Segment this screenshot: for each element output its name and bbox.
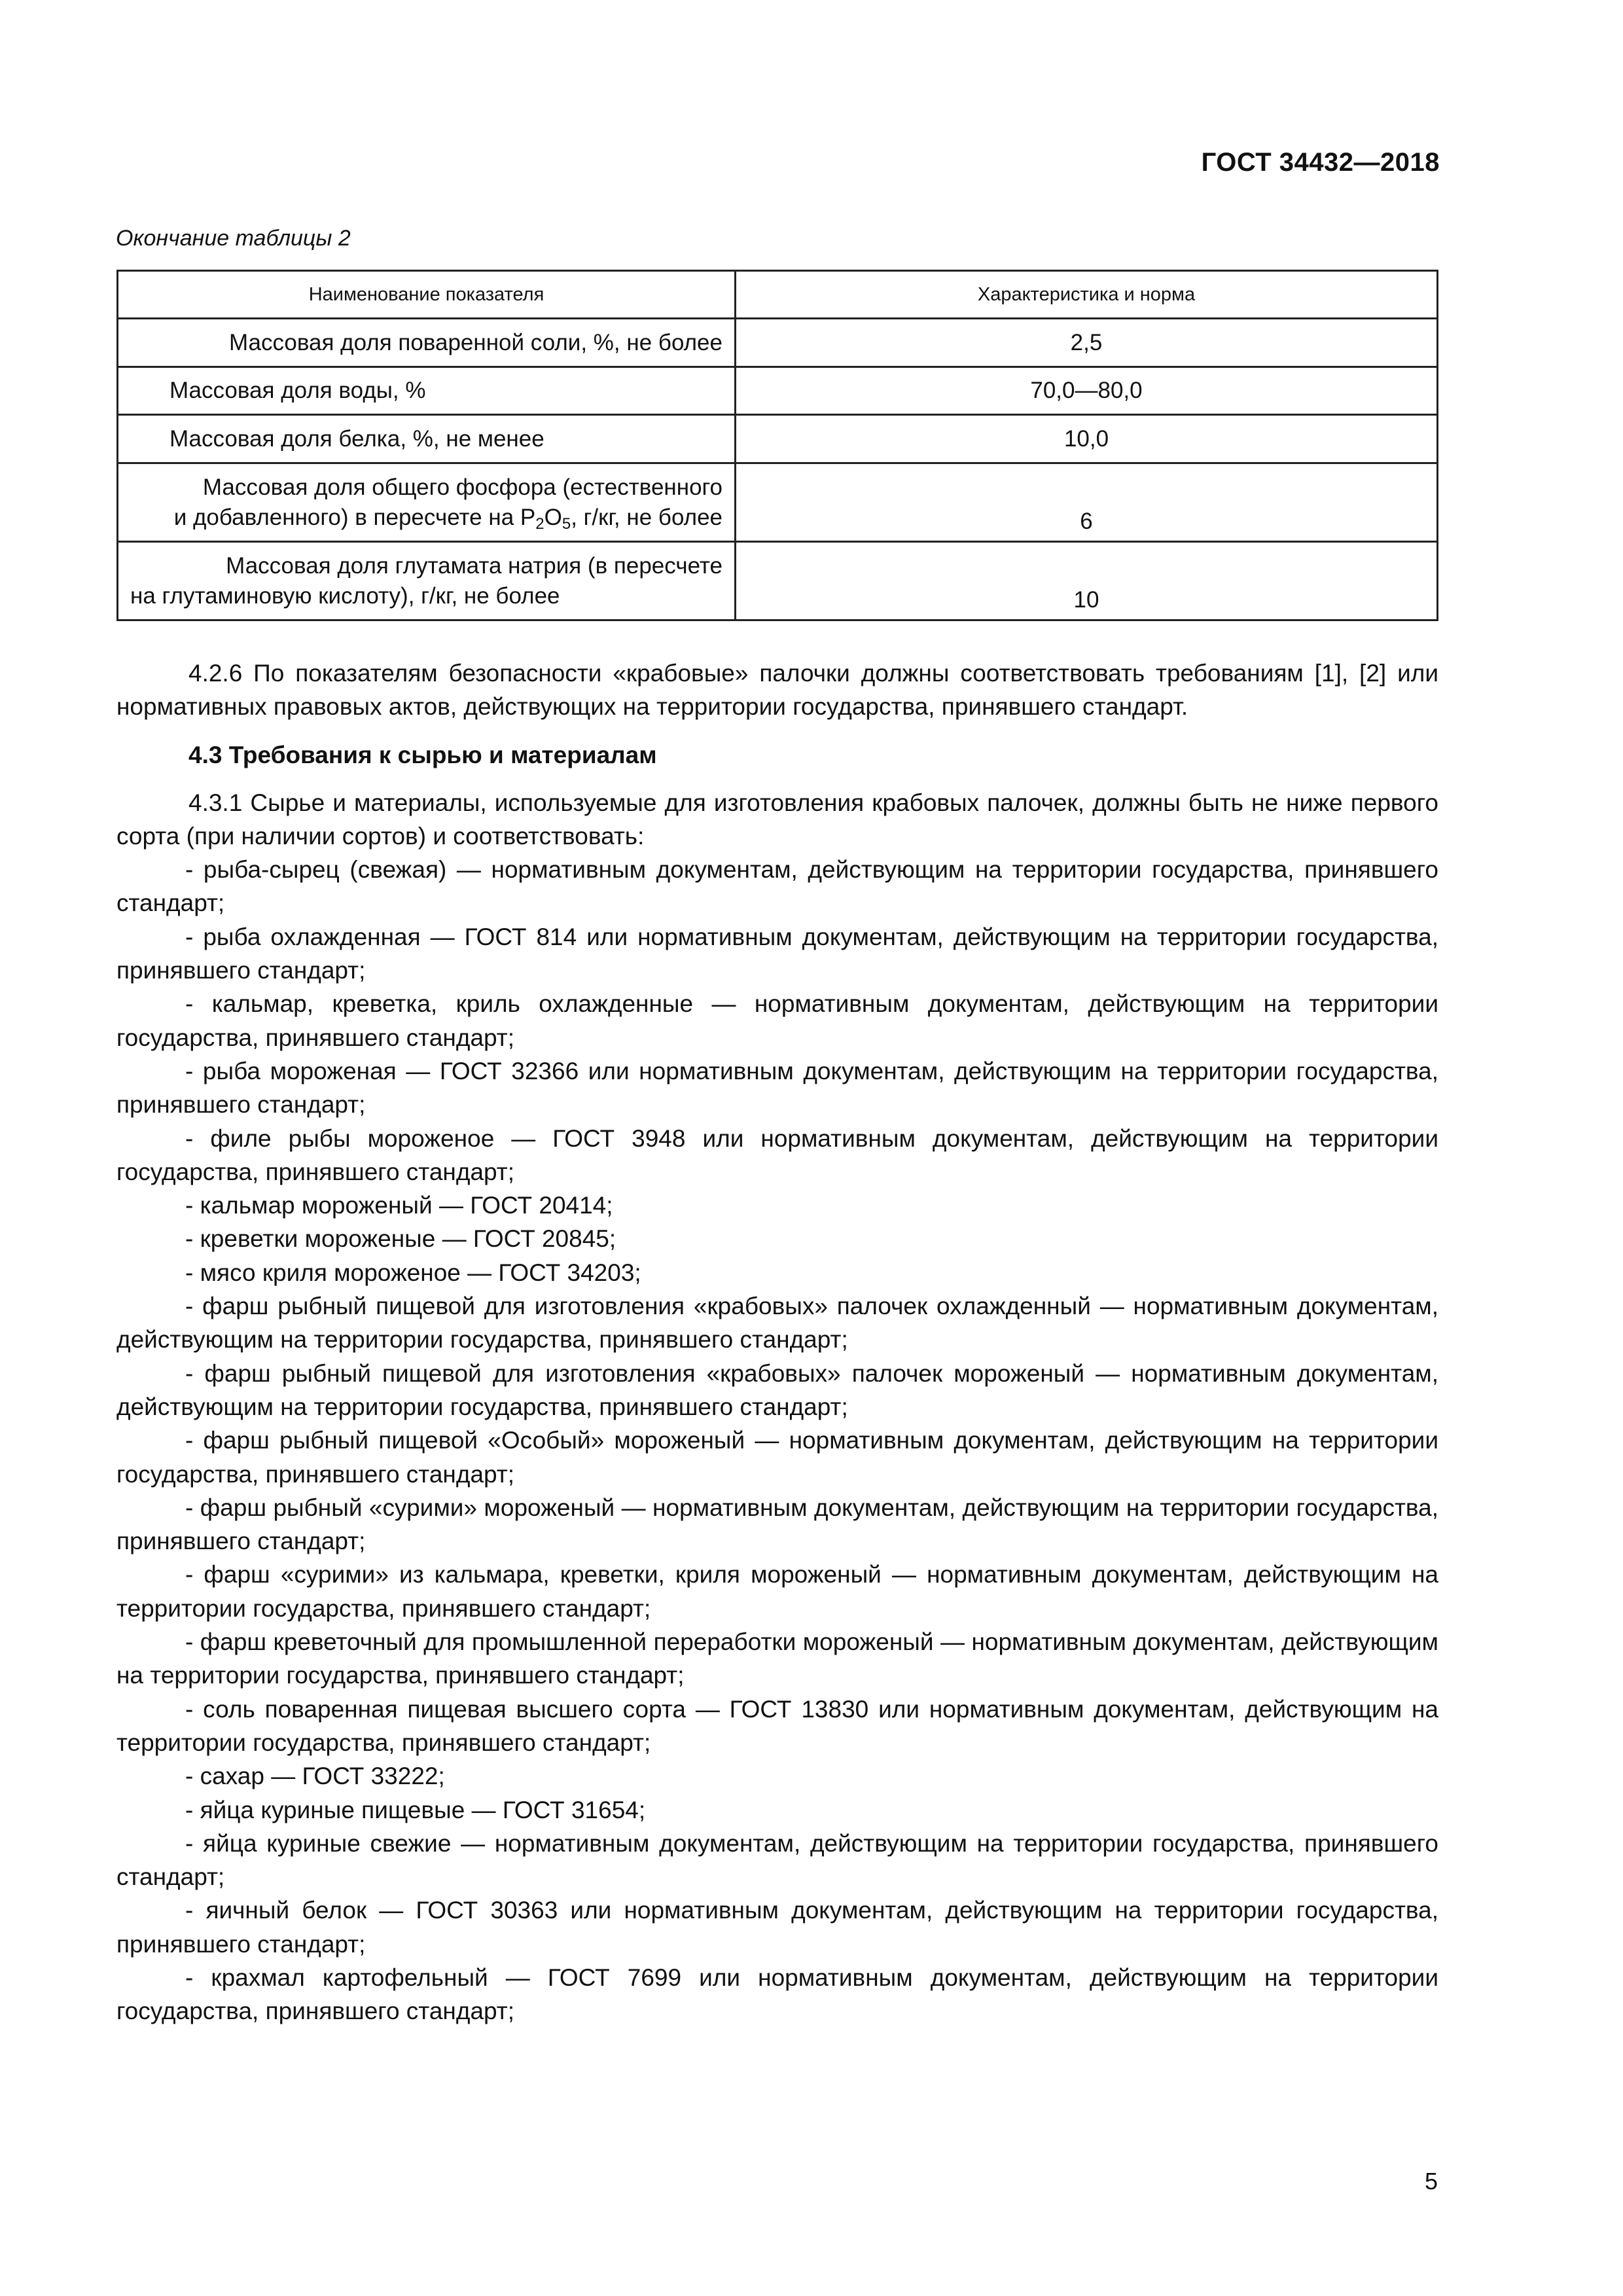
indicator-value: 10 — [736, 542, 1438, 620]
list-item: - яйца куриные свежие — нормативным документам, действующим на территории государства, принявшего стандарт; — [116, 1829, 1438, 1891]
section-heading-4-3: 4.3 Требования к сырью и материалам — [188, 741, 657, 768]
list-item: - фарш рыбный «сурими» мороженый — нормативным документам, действующим на территории государства, принявшего стандарт; — [116, 1494, 1438, 1555]
indicator-name-line — [130, 503, 722, 533]
list-item: - филе рыбы мороженое — ГОСТ 3948 или нормативным документам, действующим на территории государства, принявшего стандарт; — [116, 1124, 1438, 1185]
indicator-name-line: Массовая доля глутамата натрия (в пересчете — [226, 552, 722, 579]
indicator-name-part: O — [544, 504, 562, 530]
list-item: - мясо криля мороженое — ГОСТ 34203; — [185, 1259, 641, 1286]
list-item: - рыба-сырец (свежая) — нормативным документам, действующим на территории государства, принявшего стандарт; — [116, 856, 1438, 917]
indicator-name-part: и добавленного) в пересчете на P — [173, 504, 536, 530]
indicator-name: Массовая доля воды, % — [118, 367, 736, 415]
table-row — [118, 319, 1438, 367]
column-header-indicator: Наименование показателя — [118, 271, 736, 319]
indicator-value: 70,0—80,0 — [736, 367, 1438, 415]
paragraph-4-3-1: 4.3.1 Сырье и материалы, используемые для изготовления крабовых палочек, должны быть не ниже первого сорта (при наличии сортов) и соответствовать: — [116, 789, 1438, 850]
list-item: - крахмал картофельный — ГОСТ 7699 или нормативным документам, действующим на территории государства, принявшего стандарт; — [116, 1964, 1438, 2025]
page-number: 5 — [1424, 2168, 1438, 2195]
document-code: ГОСТ 34432—2018 — [1201, 148, 1440, 177]
table-row — [118, 415, 1438, 463]
subscript: 2 — [535, 514, 544, 533]
indicator-name-line: Массовая доля общего фосфора (естественного — [202, 474, 722, 500]
indicator-name — [118, 542, 736, 620]
indicator-name — [118, 463, 736, 542]
list-item: - фарш рыбный пищевой для изготовления «крабовых» палочек охлажденный — нормативным документам, действующим на территории государства, принявшего стандарт; — [116, 1293, 1438, 1354]
table-row — [118, 542, 1438, 620]
list-item: - кальмар, креветка, криль охлажденные — нормативным документам, действующим на территории государства, принявшего стандарт; — [116, 990, 1438, 1051]
list-item: - фарш «сурими» из кальмара, креветки, криля мороженый — нормативным документам, действующим на территории государства, принявшего стандарт; — [116, 1561, 1438, 1622]
indicator-name-line: на глутаминовую кислоту), г/кг, не более — [130, 583, 560, 609]
subscript: 5 — [562, 514, 571, 533]
table-header-row — [118, 271, 1438, 319]
list-item: - фарш креветочный для промышленной переработки мороженый — нормативным документам, действующим на территории государства, принявшего стандарт; — [116, 1628, 1438, 1689]
list-item: - фарш рыбный пищевой для изготовления «крабовых» палочек мороженый — нормативным документам, действующим на территории государства, принявшего стандарт; — [116, 1359, 1438, 1420]
list-item: - яичный белок — ГОСТ 30363 или нормативным документам, действующим на территории государства, принявшего стандарт; — [116, 1897, 1438, 1958]
list-item: - соль поваренная пищевая высшего сорта — ГОСТ 13830 или нормативным документам, действующим на территории государства, принявшего стандарт; — [116, 1695, 1438, 1756]
indicator-name-part: , г/кг, не более — [571, 504, 722, 530]
column-header-norm: Характеристика и норма — [736, 271, 1438, 319]
list-item: - рыба мороженая — ГОСТ 32366 или нормативным документам, действующим на территории государства, принявшего стандарт; — [116, 1057, 1438, 1119]
list-item: - яйца куриные пищевые — ГОСТ 31654; — [185, 1796, 646, 1823]
indicator-value: 6 — [736, 463, 1438, 542]
list-item: - рыба охлажденная — ГОСТ 814 или нормативным документам, действующим на территории государства, принявшего стандарт; — [116, 923, 1438, 984]
list-item: - кальмар мороженый — ГОСТ 20414; — [185, 1192, 613, 1219]
paragraph-4-2-6: 4.2.6 По показателям безопасности «крабовые» палочки должны соответствовать требованиям [1], [2] или нормативных правовых актов, действующих на территории государства, принявшего стандарт. — [116, 660, 1438, 721]
requirements-table — [116, 270, 1438, 621]
table-row — [118, 463, 1438, 542]
list-item: - фарш рыбный пищевой «Особый» мороженый — нормативным документам, действующим на территории государства, принявшего стандарт; — [116, 1427, 1438, 1488]
table-row — [118, 367, 1438, 415]
table-caption: Окончание таблицы 2 — [116, 226, 351, 251]
list-item: - креветки мороженые — ГОСТ 20845; — [185, 1225, 616, 1253]
indicator-value: 10,0 — [736, 415, 1438, 463]
indicator-name: Массовая доля поваренной соли, %, не более — [118, 319, 736, 367]
indicator-name: Массовая доля белка, %, не менее — [118, 415, 736, 463]
list-item: - сахар — ГОСТ 33222; — [185, 1763, 445, 1790]
body-text — [116, 656, 1438, 2028]
indicator-value: 2,5 — [736, 319, 1438, 367]
